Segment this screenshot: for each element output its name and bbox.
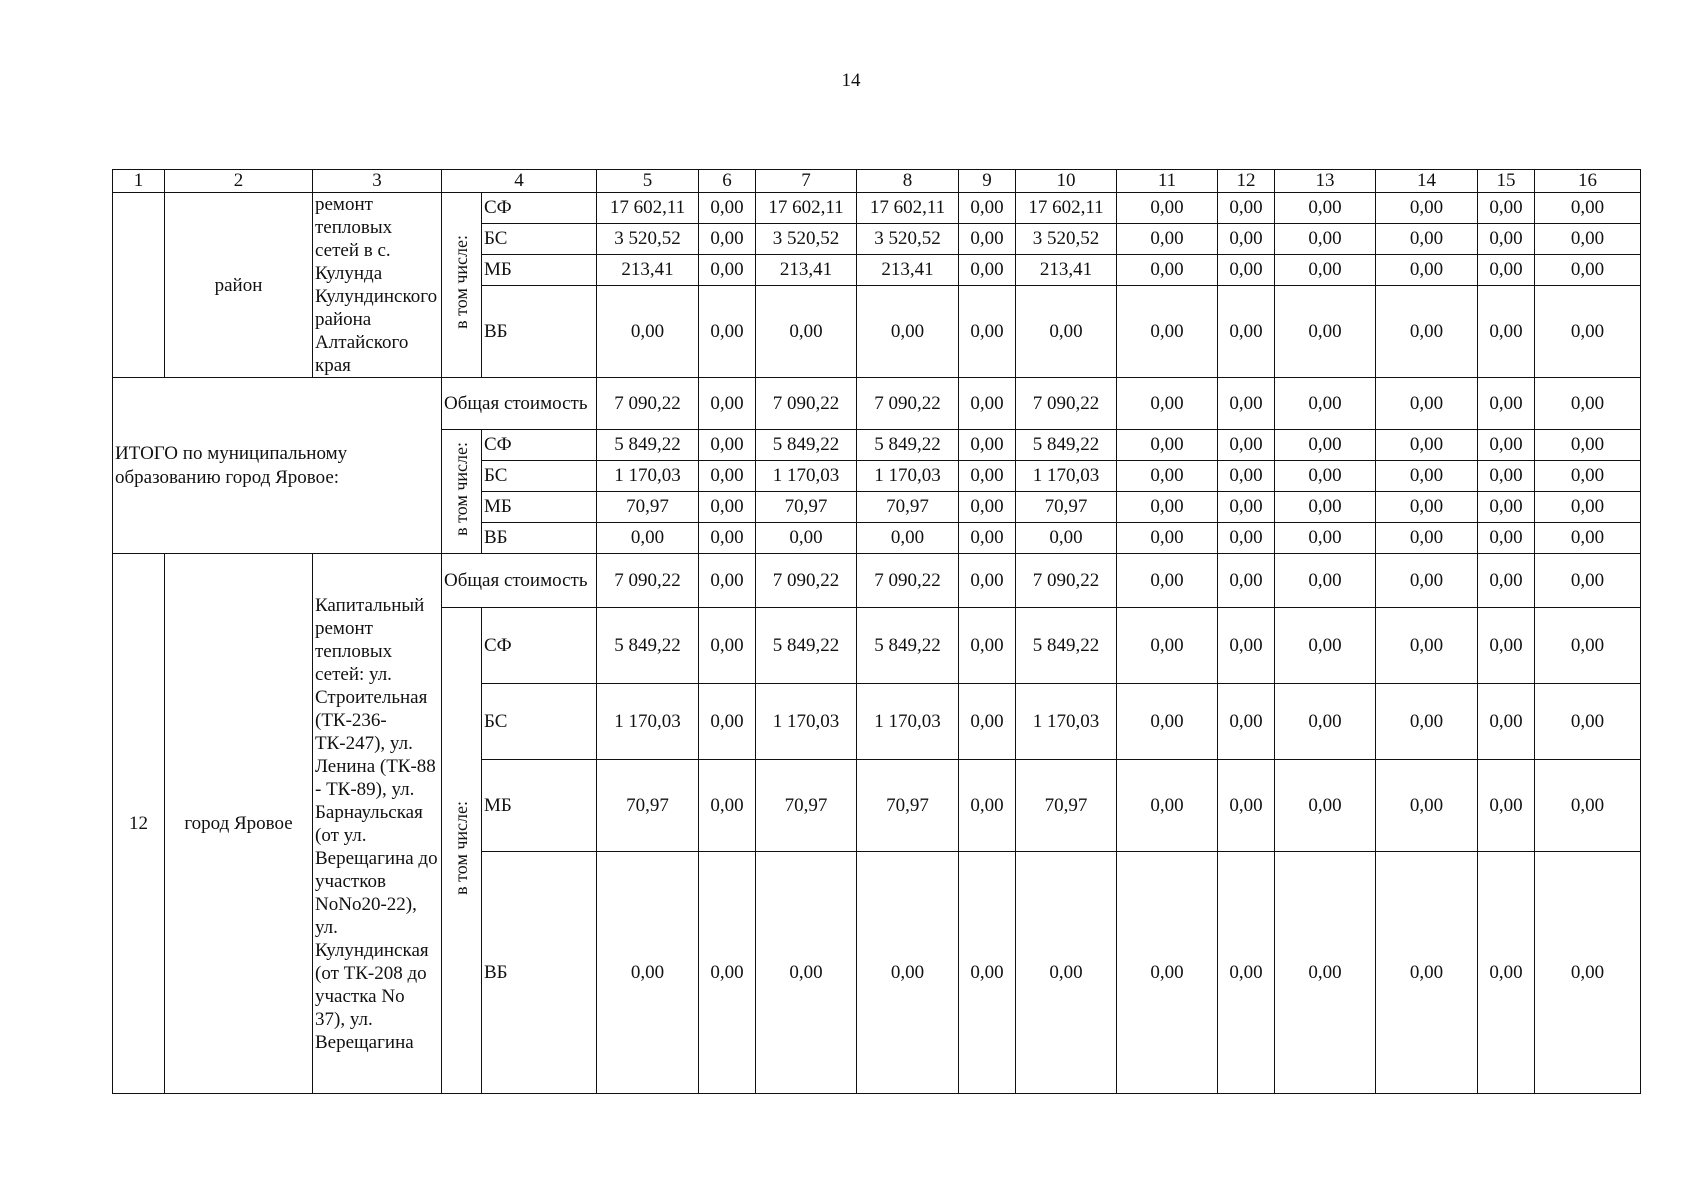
column-header: 12: [1218, 170, 1275, 193]
column-number-row: [113, 170, 1641, 193]
value-cell: 0,00: [1478, 523, 1535, 554]
value-cell: 0,00: [959, 852, 1016, 1094]
value-cell: 5 849,22: [1016, 430, 1117, 461]
value-cell: 0,00: [1117, 430, 1218, 461]
value-cell: 1 170,03: [1016, 461, 1117, 492]
work-description-cell: ремонт тепловых сетей в с. Кулунда Кулундинского района Алтайского края: [313, 193, 442, 378]
value-cell: 0,00: [1535, 461, 1641, 492]
value-cell: 0,00: [1376, 554, 1478, 608]
value-cell: 0,00: [1275, 684, 1376, 760]
value-cell: 5 849,22: [1016, 608, 1117, 684]
column-header: 7: [756, 170, 857, 193]
value-cell: 0,00: [699, 760, 756, 852]
value-cell: 0,00: [1016, 852, 1117, 1094]
value-cell: 0,00: [1535, 760, 1641, 852]
value-cell: 3 520,52: [756, 224, 857, 255]
value-cell: 0,00: [1376, 684, 1478, 760]
value-cell: 17 602,11: [1016, 193, 1117, 224]
value-cell: 0,00: [1376, 378, 1478, 430]
value-cell: 0,00: [1117, 378, 1218, 430]
value-cell: 0,00: [699, 193, 756, 224]
including-label-cell: [442, 193, 482, 378]
value-cell: 1 170,03: [756, 684, 857, 760]
value-cell: 0,00: [756, 523, 857, 554]
value-cell: 0,00: [1535, 430, 1641, 461]
including-label-cell: [442, 430, 482, 554]
fund-label: МБ: [482, 255, 597, 286]
value-cell: 0,00: [1275, 461, 1376, 492]
value-cell: 0,00: [1117, 760, 1218, 852]
fund-label: ВБ: [482, 852, 597, 1094]
value-cell: 0,00: [1275, 378, 1376, 430]
value-cell: 0,00: [1275, 255, 1376, 286]
value-cell: 3 520,52: [1016, 224, 1117, 255]
value-cell: 0,00: [699, 523, 756, 554]
value-cell: 0,00: [1376, 224, 1478, 255]
value-cell: 0,00: [1218, 224, 1275, 255]
table-row: [113, 193, 1641, 224]
value-cell: 0,00: [1535, 554, 1641, 608]
value-cell: 0,00: [1376, 523, 1478, 554]
column-header: 11: [1117, 170, 1218, 193]
value-cell: 0,00: [1478, 378, 1535, 430]
column-header: 4: [442, 170, 597, 193]
value-cell: 0,00: [1218, 523, 1275, 554]
value-cell: 0,00: [1218, 608, 1275, 684]
value-cell: 0,00: [1117, 286, 1218, 378]
column-header: 1: [113, 170, 165, 193]
column-header: 15: [1478, 170, 1535, 193]
municipality-cell: город Яровое: [165, 554, 313, 1094]
value-cell: 0,00: [597, 852, 699, 1094]
value-cell: 0,00: [1218, 286, 1275, 378]
value-cell: 7 090,22: [756, 554, 857, 608]
value-cell: 0,00: [1478, 255, 1535, 286]
column-header: 3: [313, 170, 442, 193]
value-cell: 0,00: [1275, 193, 1376, 224]
itogo-label: ИТОГО по муниципальному образованию город Яровое:: [113, 378, 442, 554]
value-cell: 0,00: [1376, 492, 1478, 523]
value-cell: 0,00: [1117, 255, 1218, 286]
row-number-cell: 12: [113, 554, 165, 1094]
value-cell: 70,97: [756, 492, 857, 523]
value-cell: 0,00: [699, 224, 756, 255]
value-cell: 1 170,03: [1016, 684, 1117, 760]
itogo-total-row: [113, 378, 1641, 430]
value-cell: 213,41: [857, 255, 959, 286]
value-cell: 0,00: [1478, 608, 1535, 684]
value-cell: 0,00: [1535, 492, 1641, 523]
value-cell: 0,00: [1535, 684, 1641, 760]
including-label: в том числе:: [451, 441, 471, 536]
value-cell: 0,00: [756, 286, 857, 378]
municipality-cell: район: [165, 193, 313, 378]
value-cell: 0,00: [1535, 608, 1641, 684]
block12-total-row: [113, 554, 1641, 608]
column-header: 9: [959, 170, 1016, 193]
value-cell: 0,00: [1478, 430, 1535, 461]
value-cell: 0,00: [1016, 523, 1117, 554]
value-cell: 0,00: [959, 286, 1016, 378]
column-header: 16: [1535, 170, 1641, 193]
value-cell: 0,00: [1478, 760, 1535, 852]
value-cell: 0,00: [1376, 608, 1478, 684]
value-cell: 0,00: [1376, 461, 1478, 492]
value-cell: 0,00: [959, 224, 1016, 255]
value-cell: 0,00: [1275, 492, 1376, 523]
value-cell: 70,97: [597, 760, 699, 852]
fund-label: МБ: [482, 760, 597, 852]
value-cell: 0,00: [1218, 255, 1275, 286]
value-cell: 0,00: [1117, 224, 1218, 255]
value-cell: 0,00: [1478, 684, 1535, 760]
value-cell: 0,00: [1376, 852, 1478, 1094]
column-header: 8: [857, 170, 959, 193]
value-cell: 7 090,22: [1016, 378, 1117, 430]
value-cell: 0,00: [699, 554, 756, 608]
value-cell: 3 520,52: [857, 224, 959, 255]
total-cost-label: Общая стоимость: [442, 554, 597, 608]
value-cell: 7 090,22: [597, 554, 699, 608]
fund-label: СФ: [482, 193, 597, 224]
value-cell: 0,00: [699, 852, 756, 1094]
value-cell: 5 849,22: [756, 430, 857, 461]
value-cell: 0,00: [1218, 461, 1275, 492]
value-cell: 70,97: [1016, 760, 1117, 852]
value-cell: 7 090,22: [756, 378, 857, 430]
value-cell: 0,00: [1275, 523, 1376, 554]
value-cell: 0,00: [1275, 224, 1376, 255]
value-cell: 0,00: [1478, 461, 1535, 492]
value-cell: 0,00: [1535, 852, 1641, 1094]
value-cell: 0,00: [1535, 193, 1641, 224]
value-cell: 0,00: [1478, 224, 1535, 255]
value-cell: 0,00: [1117, 461, 1218, 492]
page-number: 14: [841, 70, 861, 91]
value-cell: 0,00: [1218, 492, 1275, 523]
value-cell: 7 090,22: [857, 554, 959, 608]
value-cell: 0,00: [1376, 430, 1478, 461]
value-cell: 0,00: [1117, 523, 1218, 554]
value-cell: 70,97: [857, 760, 959, 852]
value-cell: 1 170,03: [597, 461, 699, 492]
value-cell: 0,00: [959, 523, 1016, 554]
value-cell: 0,00: [1218, 554, 1275, 608]
value-cell: 0,00: [1016, 286, 1117, 378]
value-cell: 3 520,52: [597, 224, 699, 255]
work-description-cell: Капитальный ремонт тепловых сетей: ул. Строительная (ТК-236-ТК-247), ул. Ленина (ТК-88 - ТК-89), ул. Барнаульская (от ул. Верещагина до участков NoNo20-22), ул. Кулундинская (от ТК-208 до участка No 37), ул. Верещагина: [313, 554, 442, 1094]
value-cell: 0,00: [1535, 255, 1641, 286]
value-cell: 0,00: [1117, 608, 1218, 684]
value-cell: 70,97: [1016, 492, 1117, 523]
value-cell: 0,00: [959, 684, 1016, 760]
value-cell: 0,00: [959, 461, 1016, 492]
value-cell: 0,00: [1376, 193, 1478, 224]
value-cell: 0,00: [1218, 760, 1275, 852]
value-cell: 0,00: [1376, 760, 1478, 852]
value-cell: 0,00: [699, 378, 756, 430]
value-cell: 17 602,11: [756, 193, 857, 224]
including-label: в том числе:: [451, 235, 471, 329]
value-cell: 0,00: [857, 852, 959, 1094]
value-cell: 0,00: [1117, 554, 1218, 608]
value-cell: 213,41: [756, 255, 857, 286]
value-cell: 5 849,22: [857, 430, 959, 461]
value-cell: 0,00: [959, 608, 1016, 684]
fund-label: БС: [482, 684, 597, 760]
value-cell: 0,00: [1376, 286, 1478, 378]
value-cell: 0,00: [959, 760, 1016, 852]
value-cell: 0,00: [959, 554, 1016, 608]
value-cell: 0,00: [959, 430, 1016, 461]
value-cell: 0,00: [1218, 684, 1275, 760]
fund-label: СФ: [482, 430, 597, 461]
value-cell: 0,00: [1478, 492, 1535, 523]
value-cell: 7 090,22: [1016, 554, 1117, 608]
value-cell: 0,00: [756, 852, 857, 1094]
value-cell: 1 170,03: [857, 684, 959, 760]
value-cell: 0,00: [1117, 852, 1218, 1094]
value-cell: 0,00: [1218, 193, 1275, 224]
value-cell: 70,97: [756, 760, 857, 852]
column-header: 13: [1275, 170, 1376, 193]
including-label: в том числе:: [451, 800, 471, 895]
value-cell: 0,00: [699, 492, 756, 523]
value-cell: 7 090,22: [857, 378, 959, 430]
value-cell: 0,00: [699, 430, 756, 461]
value-cell: 0,00: [1478, 286, 1535, 378]
value-cell: 0,00: [1376, 255, 1478, 286]
value-cell: 0,00: [857, 523, 959, 554]
fund-label: БС: [482, 461, 597, 492]
value-cell: 0,00: [1275, 554, 1376, 608]
value-cell: 0,00: [1535, 224, 1641, 255]
fund-label: МБ: [482, 492, 597, 523]
including-label-cell: [442, 608, 482, 1094]
value-cell: 5 849,22: [597, 430, 699, 461]
value-cell: 0,00: [699, 608, 756, 684]
value-cell: 0,00: [959, 255, 1016, 286]
column-header: 14: [1376, 170, 1478, 193]
column-header: 5: [597, 170, 699, 193]
funding-table: [112, 169, 1641, 1094]
column-header: 10: [1016, 170, 1117, 193]
fund-label: БС: [482, 224, 597, 255]
value-cell: 0,00: [1117, 193, 1218, 224]
value-cell: 0,00: [1275, 852, 1376, 1094]
value-cell: 0,00: [1535, 378, 1641, 430]
value-cell: 0,00: [1478, 852, 1535, 1094]
value-cell: 0,00: [1535, 523, 1641, 554]
value-cell: 70,97: [857, 492, 959, 523]
fund-label: ВБ: [482, 523, 597, 554]
value-cell: 213,41: [597, 255, 699, 286]
value-cell: 5 849,22: [756, 608, 857, 684]
value-cell: 0,00: [959, 193, 1016, 224]
value-cell: 5 849,22: [597, 608, 699, 684]
total-cost-label: Общая стоимость: [442, 378, 597, 430]
value-cell: 0,00: [699, 461, 756, 492]
value-cell: 0,00: [597, 286, 699, 378]
value-cell: 0,00: [1218, 852, 1275, 1094]
value-cell: 1 170,03: [857, 461, 959, 492]
value-cell: 17 602,11: [857, 193, 959, 224]
value-cell: 0,00: [1478, 193, 1535, 224]
value-cell: 0,00: [1117, 492, 1218, 523]
value-cell: 0,00: [699, 684, 756, 760]
fund-label: ВБ: [482, 286, 597, 378]
value-cell: 5 849,22: [857, 608, 959, 684]
value-cell: 0,00: [959, 492, 1016, 523]
value-cell: 1 170,03: [756, 461, 857, 492]
value-cell: 0,00: [959, 378, 1016, 430]
value-cell: 0,00: [597, 523, 699, 554]
value-cell: 0,00: [1275, 608, 1376, 684]
value-cell: 0,00: [699, 255, 756, 286]
value-cell: 0,00: [1218, 378, 1275, 430]
row-number-cell: [113, 193, 165, 378]
value-cell: 17 602,11: [597, 193, 699, 224]
value-cell: 213,41: [1016, 255, 1117, 286]
value-cell: 0,00: [1275, 430, 1376, 461]
value-cell: 7 090,22: [597, 378, 699, 430]
value-cell: 70,97: [597, 492, 699, 523]
value-cell: 0,00: [699, 286, 756, 378]
column-header: 6: [699, 170, 756, 193]
fund-label: СФ: [482, 608, 597, 684]
value-cell: 0,00: [1535, 286, 1641, 378]
value-cell: 0,00: [1275, 760, 1376, 852]
value-cell: 0,00: [1218, 430, 1275, 461]
value-cell: 0,00: [1478, 554, 1535, 608]
value-cell: 0,00: [857, 286, 959, 378]
value-cell: 1 170,03: [597, 684, 699, 760]
value-cell: 0,00: [1117, 684, 1218, 760]
value-cell: 0,00: [1275, 286, 1376, 378]
column-header: 2: [165, 170, 313, 193]
